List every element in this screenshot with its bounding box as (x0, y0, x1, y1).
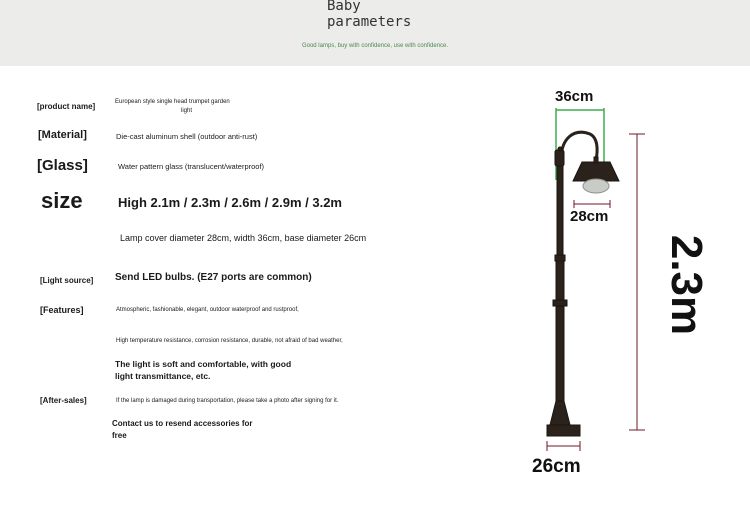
product-name-label: [product name] (37, 102, 96, 111)
material-label: [Material] (38, 129, 87, 141)
features-label: [Features] (40, 305, 84, 315)
glass-label: [Glass] (37, 157, 88, 174)
features-line-3: The light is soft and comfortable, with good (115, 359, 292, 369)
product-name-value: European style single head trumpet garden (115, 99, 230, 105)
material-value: Die-cast aluminum shell (outdoor anti-rust) (116, 132, 258, 141)
base-line (547, 441, 580, 451)
cover-diameter-line (574, 200, 610, 208)
size-label: size (41, 188, 83, 213)
cover-diameter-dimension: 28cm (570, 208, 609, 225)
glass-value: Water pattern glass (translucent/waterproof) (118, 162, 265, 171)
height-line (629, 134, 645, 430)
product-name-value-cont: light (181, 108, 193, 114)
after-sales-line-1: If the lamp is damaged during transportation, please take a photo after signing for it. (116, 398, 339, 404)
base-dimension: 26cm (532, 456, 581, 477)
light-source-label: [Light source] (40, 276, 94, 285)
size-value: High 2.1m / 2.3m / 2.6m / 2.9m / 3.2m (118, 195, 342, 210)
header-title: Baby parameters (327, 0, 412, 30)
after-sales-label: [After-sales] (40, 396, 87, 405)
features-line-2: High temperature resistance, corrosion resistance, durable, not afraid of bad weather, (116, 338, 343, 344)
width-dimension: 36cm (555, 88, 594, 105)
size-detail: Lamp cover diameter 28cm, width 36cm, base diameter 26cm (120, 233, 367, 243)
after-sales-line-3: free (112, 431, 127, 440)
after-sales-line-2: Contact us to resend accessories for (112, 419, 253, 428)
light-source-value: Send LED bulbs. (E27 ports are common) (115, 272, 312, 283)
features-line-4: light transmittance, etc. (115, 371, 211, 381)
header-subtitle: Good lamps, buy with confidence, use with confidence. (301, 43, 449, 49)
lamp-post (547, 132, 619, 436)
height-dimension: 2.3m (662, 234, 712, 336)
features-line-1: Atmospheric, fashionable, elegant, outdoor waterproof and rustproof, (116, 307, 299, 313)
